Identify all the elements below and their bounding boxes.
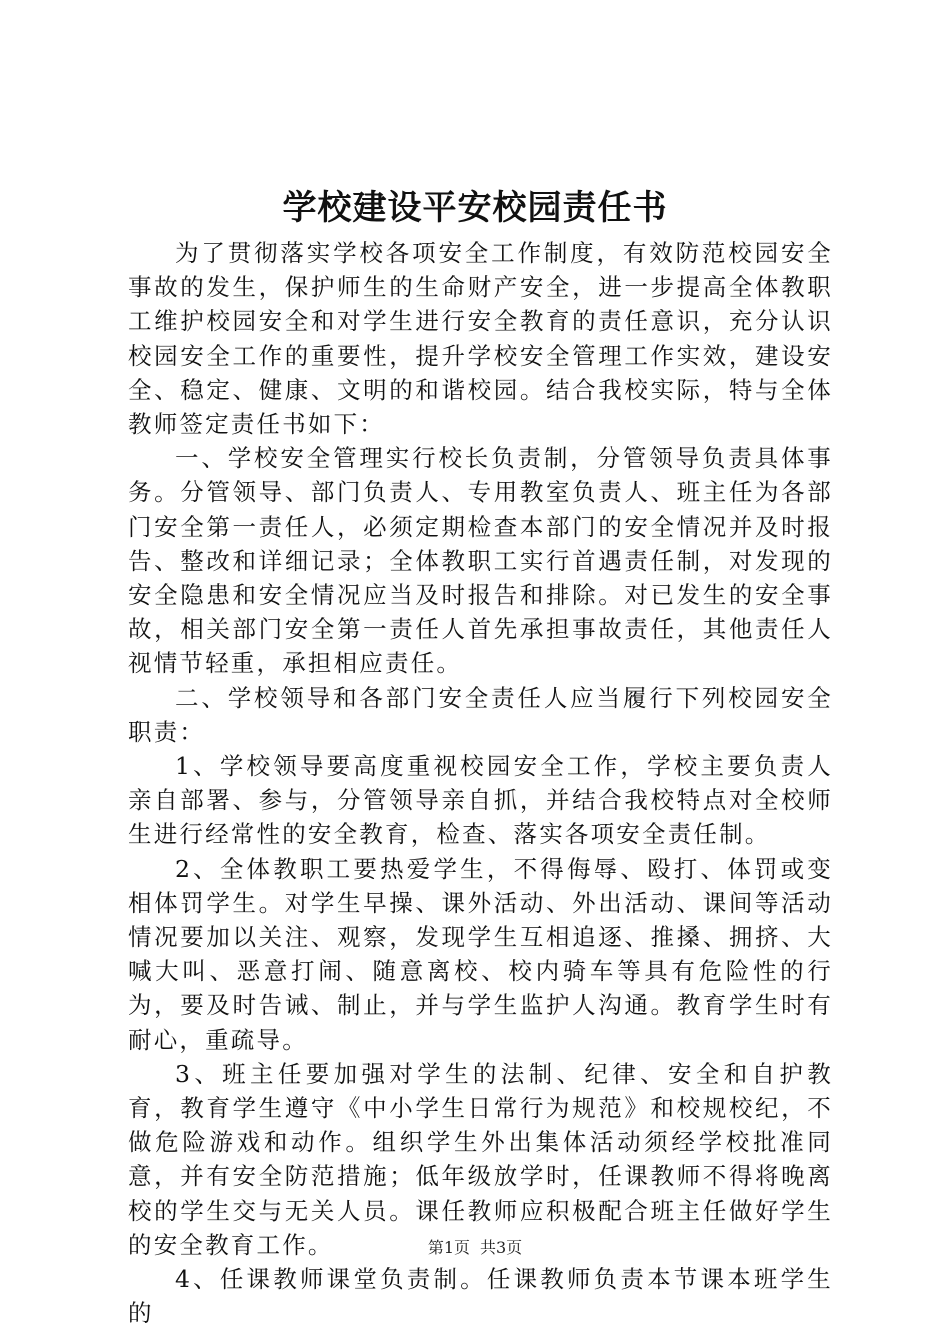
paragraph-intro: 为了贯彻落实学校各项安全工作制度，有效防范校园安全事故的发生，保护师生的生命财产安全，进一步提高全体教职工维护校园安全和对学生进行安全教育的责任意识，充分认识校园安全工作的重要性，提升学校安全管理工作实效，建设安全、稳定、健康、文明的和谐校园。结合我校实际，特与全体教师签定责任书如下： xyxy=(128,239,833,439)
document-body xyxy=(128,236,833,1331)
paragraph-item-1: 1、学校领导要高度重视校园安全工作，学校主要负责人亲自部署、参与，分管领导亲自抓，并结合我校特点对全校师生进行经常性的安全教育，检查、落实各项安全责任制。 xyxy=(128,752,833,849)
paragraph-section-1: 一、学校安全管理实行校长负责制，分管领导负责具体事务。分管领导、部门负责人、专用教室负责人、班主任为各部门安全第一责任人，必须定期检查本部门的安全情况并及时报告、整改和详细记录；全体教职工实行首遇责任制，对发现的安全隐患和安全情况应当及时报告和排除。对已发生的安全事故，相关部门安全第一责任人首先承担事故责任，其他责任人视情节轻重，承担相应责任。 xyxy=(128,444,833,678)
page-footer xyxy=(0,1237,950,1259)
paragraph-item-3: 3、班主任要加强对学生的法制、纪律、安全和自护教育，教育学生遵守《中小学生日常行为规范》和校规校纪，不做危险游戏和动作。组织学生外出集体活动须经学校批准同意，并有安全防范措施；低年级放学时，任课教师不得将晚离校的学生交与无关人员。课任教师应积极配合班主任做好学生的安全教育工作。 xyxy=(128,1059,833,1259)
paragraph-item-4: 4、任课教师课堂负责制。任课教师负责本节课本班学生的 xyxy=(128,1265,833,1328)
paragraph-section-2: 二、学校领导和各部门安全责任人应当履行下列校园安全职责： xyxy=(128,683,833,746)
paragraph-item-2: 2、全体教职工要热爱学生，不得侮辱、殴打、体罚或变相体罚学生。对学生早操、课外活动、外出活动、课间等活动情况要加以关注、观察，发现学生互相追逐、推搡、拥挤、大喊大叫、恶意打闹、随意离校、校内骑车等具有危险性的行为，要及时告诫、制止，并与学生监护人沟通。教育学生时有耐心，重疏导。 xyxy=(128,854,833,1054)
page-total: 共3页 xyxy=(480,1238,523,1257)
document-title: 学校建设平安校园责任书 xyxy=(282,188,668,228)
page-number: 第1页 xyxy=(427,1238,470,1257)
